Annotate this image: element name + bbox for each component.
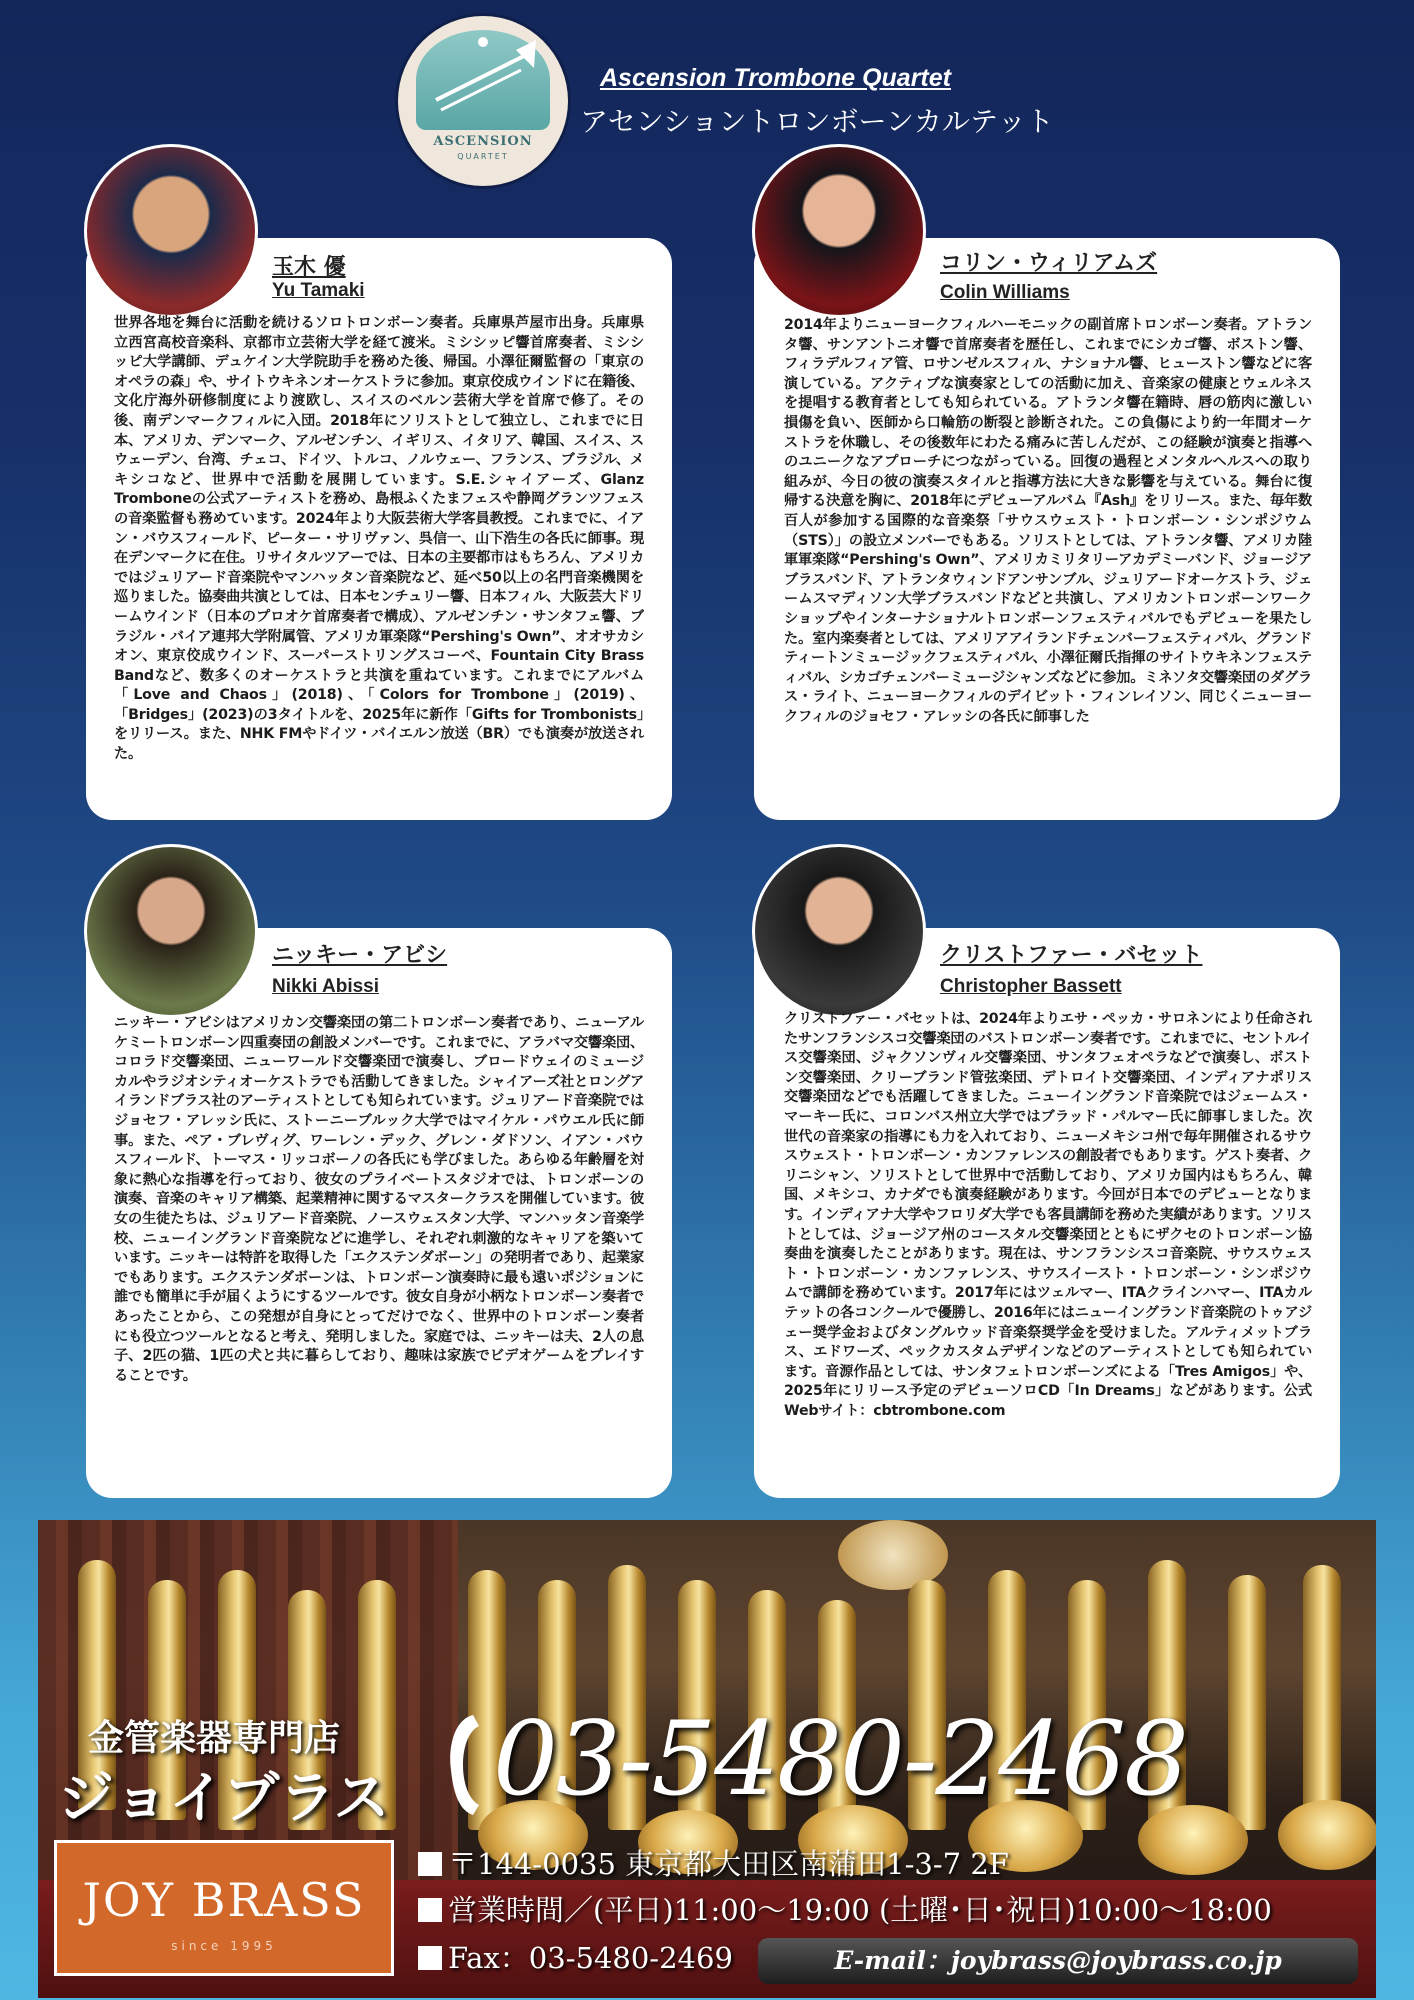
member-photo-abissi <box>84 844 258 1018</box>
member-photo-bassett <box>752 844 926 1018</box>
member-bio: ニッキー・アビシはアメリカン交響楽団の第二トロンボーン奏者であり、ニューアルケミートロンボーン四重奏団の創設メンバーです。これまでに、アラバマ交響楽団、コロラド交響楽団、ニューワールド交響楽団で演奏し、ブロードウェイのミュージカルやラジオシティオーケストラでも活動してきました。シャイアーズ社とロングアイランドブラス社のアーティストとしても知られています。ジュリアード音楽院ではジョセフ・アレッシ氏に、ストーニーブルック大学ではマイケル・パウエル氏に師事。また、ペア・ブレヴィグ、ワーレン・デック、グレン・ダドソン、イアン・バウスフィールド、トーマス・リッコボーノの各氏にも学びました。あらゆる年齢層を対象に熱心な指導を行っており、彼女のプライベートスタジオでは、トロンボーンの演奏、音楽のキャリア構築、起業精神に関するマスタークラスを開催しています。彼女の生徒たちは、ジュリアード音楽院、ノースウェスタン大学、マンハッタン音楽学校、ニューイングランド音楽院などに進学し、それぞれ刺激的なキャリアを築いています。ニッキーは特許を取得した「エクステンダボーン」の発明者であり、起業家でもあります。エクステンダボーンは、トロンボーン演奏時に最も遠いポジションに誰でも簡単に手が届くようにするツールです。彼女自身が小柄なトロンボーン奏者であったことから、この発想が自身にとってだけでなく、世界中のトロンボーン奏者にも役立つツールとなると考え、発明しました。家庭では、ニッキーは夫、2人の息子、2匹の猫、1匹の犬と共に暮らしており、趣味は家族でビデオゲームをプレイすることです。 <box>114 1015 644 1384</box>
joy-brass-logo <box>54 1840 394 1976</box>
member-name-en: Christopher Bassett <box>940 976 1122 997</box>
shop-phone-number[interactable]: 03-5480-2468 <box>493 1700 1187 1819</box>
logo-sub: QUARTET <box>457 152 509 161</box>
shop-address <box>418 1842 1009 1883</box>
logo-emblem <box>416 30 550 130</box>
bullet-square-icon <box>418 1852 442 1876</box>
horn-bell <box>1278 1800 1376 1870</box>
member-bio: 世界各地を舞台に活動を続けるソロトロンボーン奏者。兵庫県芦屋市出身。兵庫県立西宮高校音楽科、京都市立芸術大学を経て渡米。ミシシッピ響首席奏者、ミシシッピ大学講師、デュケイン大学院助手を務めた後、帰国。小澤征爾監督の「東京のオペラの森」や、サイトウキネンオーケストラに参加。東京佼成ウインドに在籍後、文化庁海外研修制度により渡欧し、スイスのベルン芸術大学を首席で修了。その後、南デンマークフィルに入団。2018年にソリストとして独立し、これまでに日本、アメリカ、デンマーク、アルゼンチン、イギリス、イタリア、韓国、スイス、スウェーデン、台湾、チェコ、ドイツ、トルコ、ノルウェー、フランス、ブラジル、メキシコなど、世界中で活動を展開しています。S.E.シャイアーズ、Glanz Tromboneの公式アーティストを務め、島根ふくたまフェスや静岡グランツフェスの音楽監督も務めています。2024年より大阪芸術大学客員教授。これまでに、イアン・バウスフィールド、ピーター・サリヴァン、呉信一、山下浩生の各氏に師事。現在デンマークに在住。リサイタルツアーでは、日本の主要都市はもちろん、アメリカではジュリアード音楽院やマンハッタン音楽院など、延べ50以上の名門音楽機関を巡りました。協奏曲共演としては、日本センチュリー響、日本フィル、大阪芸大ドリームウインド（日本のプロオケ首席奏者で構成）、アルゼンチン・サンタフェ響、ブラジル・バイア連邦大学附属管、アメリカ軍楽隊“Pershing's Own”、オオサカシオン、東京佼成ウインド、スーパーストリングスコーベ、Fountain City Brass Bandなど、数多くのオーケストラと共演を重ねています。これまでにアルバム「Love and Chaos」(2018)、「Colors for Trombone」(2019)、「Bridges」(2023)の3タイトルを、2025年に新作「Gifts for Trombonists」をリリース。また、NHK FMやドイツ・バイエルン放送（BR）でも演奏が放送された。 <box>114 315 644 763</box>
shop-fax <box>418 1936 733 1977</box>
logo-name: ASCENSION <box>433 134 533 149</box>
shop-hours <box>418 1888 1272 1929</box>
quartet-title-ja: アセンショントロンボーンカルテット <box>580 105 1054 138</box>
phone-handset-icon <box>443 1710 493 1820</box>
shop-banner <box>38 1520 1376 1998</box>
joy-brass-logo-name: JOY BRASS <box>82 1873 366 1927</box>
shop-email[interactable]: E-mail：joybrass@joybrass.co.jp <box>758 1938 1358 1984</box>
bullet-square-icon <box>418 1946 442 1970</box>
shop-hours-text: 営業時間／(平日)11:00～19:00 (土曜･日･祝日)10:00～18:00 <box>448 1893 1272 1927</box>
member-photo-williams <box>752 144 926 318</box>
member-name-en: Yu Tamaki <box>272 280 365 301</box>
member-photo-tamaki <box>84 144 258 318</box>
quartet-title-en: Ascension Trombone Quartet <box>600 64 951 92</box>
trombone-display <box>1303 1565 1341 1830</box>
member-name-ja: コリン・ウィリアムズ <box>940 251 1158 276</box>
shop-tagline: 金管楽器専門店 <box>88 1718 341 1759</box>
member-bio: クリストファー・バセットは、2024年よりエサ・ペッカ・サロネンにより任命されたサンフランシスコ交響楽団のバストロンボーン奏者です。これまでに、セントルイス交響楽団、ジャクソンヴィル交響楽団、サンタフェオペラなどで演奏し、ボストン交響楽団、クリーブランド管弦楽団、デトロイト交響楽団、インディアナポリス交響楽団などでも活躍してきました。ニューイングランド音楽院ではジェームス・マーキー氏に、コロンバス州立大学ではブラッド・パルマー氏に師事しました。次世代の音楽家の指導にも力を入れており、ニューメキシコ州で毎年開催されるサウスウェスト・トロンボーン・カンファレンスの創設者でもあります。ゲスト奏者、クリニシャン、ソリストとして世界中で活動しており、アメリカ国内はもちろん、韓国、メキシコ、カナダでも演奏経験があります。今回が日本でのデビューとなります。インディアナ大学やフロリダ大学でも客員講師を務めた実績があります。ソリストとしては、ジョージア州のコースタル交響楽団とともにザクセのトロンボーン協奏曲を演奏したことがあります。現在は、サンフランシスコ音楽院、サウスウェスト・トロンボーン・カンファレンス、サウスイースト・トロンボーン・シンポジウムで講師を務めています。2017年にはツェルマー、ITAクラインハマー、ITAカルテットの各コンクールで優勝し、2016年にはニューイングランド音楽院のトゥアジェー奨学金およびタングルウッド音楽祭奨学金を受けました。アルティメットブラス、エドワーズ、ペックカスタムデザインなどのアーティストとしても知られています。音源作品としては、サンタフェトロンボーンズによる「Tres Amigos」や、2025年にリリース予定のデビューソロCD「In Dreams」などがあります。公式Webサイト：cbtrombone.com <box>784 1011 1312 1419</box>
shop-address-text: 〒144-0035 東京都大田区南蒲田1-3-7 2F <box>448 1847 1009 1881</box>
quartet-logo <box>398 16 568 186</box>
member-bio: 2014年よりニューヨークフィルハーモニックの副首席トロンボーン奏者。アトランタ響、サンアントニオ響で首席奏者を歴任し、これまでにシカゴ響、ボストン響、フィラデルフィア管、ロサンゼルスフィル、ナショナル響、ヒューストン響などに客演している。アクティブな演奏家としての活動に加え、音楽家の健康とウェルネスを提唱する教育者としても知られている。アトランタ響在籍時、唇の筋肉に激しい損傷を負い、医師から口輪筋の断裂と診断された。この負傷により約一年間オーケストラを休職し、その後数年にわたる痛みに苦しんだが、この経験が演奏と指導へのユニークなアプローチにつながっている。回復の過程とメンタルヘルスへの取り組みが、今日の彼の演奏スタイルと指導方法に大きな影響を与えている。舞台に復帰する決意を胸に、2018年にデビューアルバム『Ash』をリリース。また、毎年数百人が参加する国際的な音楽祭「サウスウェスト・トロンボーン・シンポジウム（STS）」の設立メンバーでもある。ソリストとしては、アトランタ響、アメリカ陸軍軍楽隊“Pershing's Own”、アメリカミリタリーアカデミーバンド、ジョージアブラスバンド、アトランタウィンドアンサンブル、ジュリアードオーケストラ、ジェームスマディソン大学ブラスバンドなどと共演し、アメリカントロンボーンワークショップやインターナショナルトロンボーンフェスティバルでもデビューを果たした。室内楽奏者としては、アメリアアイランドチェンバーフェスティバル、グランドティートンミュージックフェスティバル、小澤征爾氏指揮のサイトウキネンフェスティバル、シカゴチェンバーミュージシャンズなどに参加。ミネソタ交響楽団のダグラス・ライト、ニューヨークフィルのデイビット・フィンレイソン、同じくニューヨークフィルのジョセフ・アレッシの各氏に師事した <box>784 317 1312 725</box>
shop-fax-text: Fax：03-5480-2469 <box>448 1941 733 1975</box>
member-name-ja: クリストファー・バセット <box>940 943 1203 968</box>
member-name-en: Colin Williams <box>940 282 1070 303</box>
bullet-square-icon <box>418 1898 442 1922</box>
trombone-display <box>1228 1575 1266 1830</box>
joy-brass-logo-since: since 1995 <box>171 1939 277 1953</box>
member-name-en: Nikki Abissi <box>272 976 380 997</box>
member-name-ja: 玉木 優 <box>272 255 346 280</box>
header <box>0 0 1414 160</box>
shop-name: ジョイブラス <box>58 1766 390 1831</box>
member-name-ja: ニッキー・アビシ <box>272 943 448 968</box>
